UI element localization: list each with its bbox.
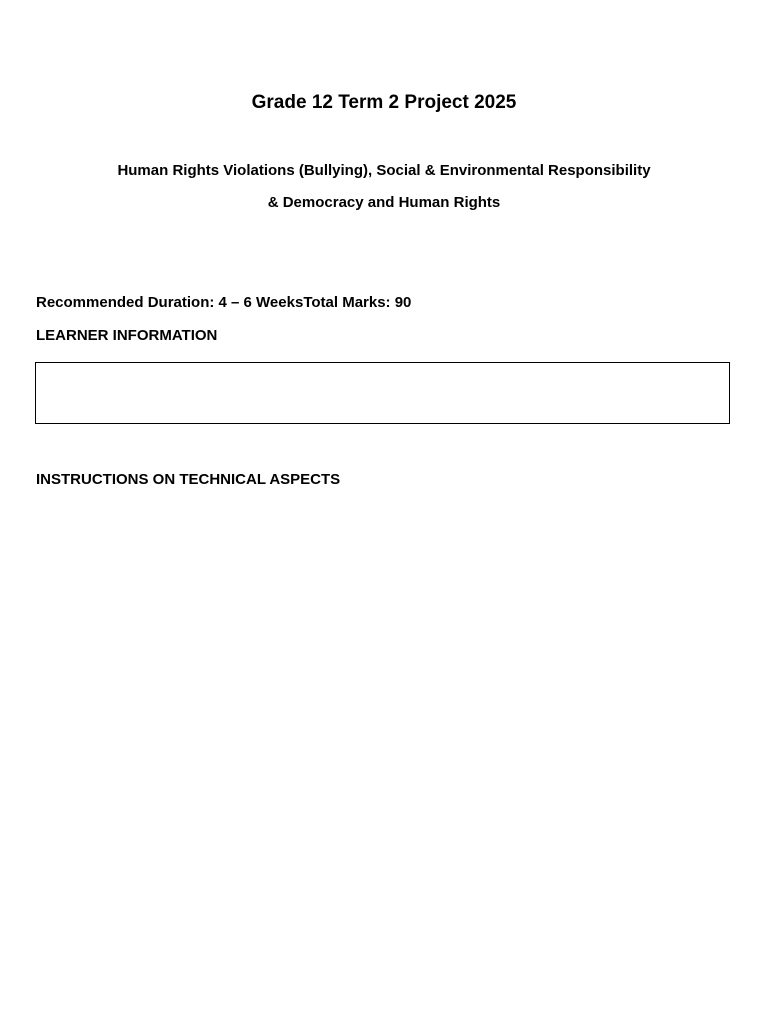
duration-marks-line	[36, 294, 411, 311]
subtitle-line-2: & Democracy and Human Rights	[267, 194, 501, 211]
recommended-duration: Recommended Duration: 4 – 6 Weeks	[36, 294, 304, 311]
page-title: Grade 12 Term 2 Project 2025	[251, 92, 517, 113]
instructions-heading: INSTRUCTIONS ON TECHNICAL ASPECTS	[36, 471, 341, 488]
learner-information-box	[35, 362, 730, 424]
learner-information-heading: LEARNER INFORMATION	[36, 327, 218, 344]
total-marks: Total Marks: 90	[303, 294, 412, 311]
subtitle-line-1: Human Rights Violations (Bullying), Social & Environmental Responsibility	[117, 162, 651, 179]
